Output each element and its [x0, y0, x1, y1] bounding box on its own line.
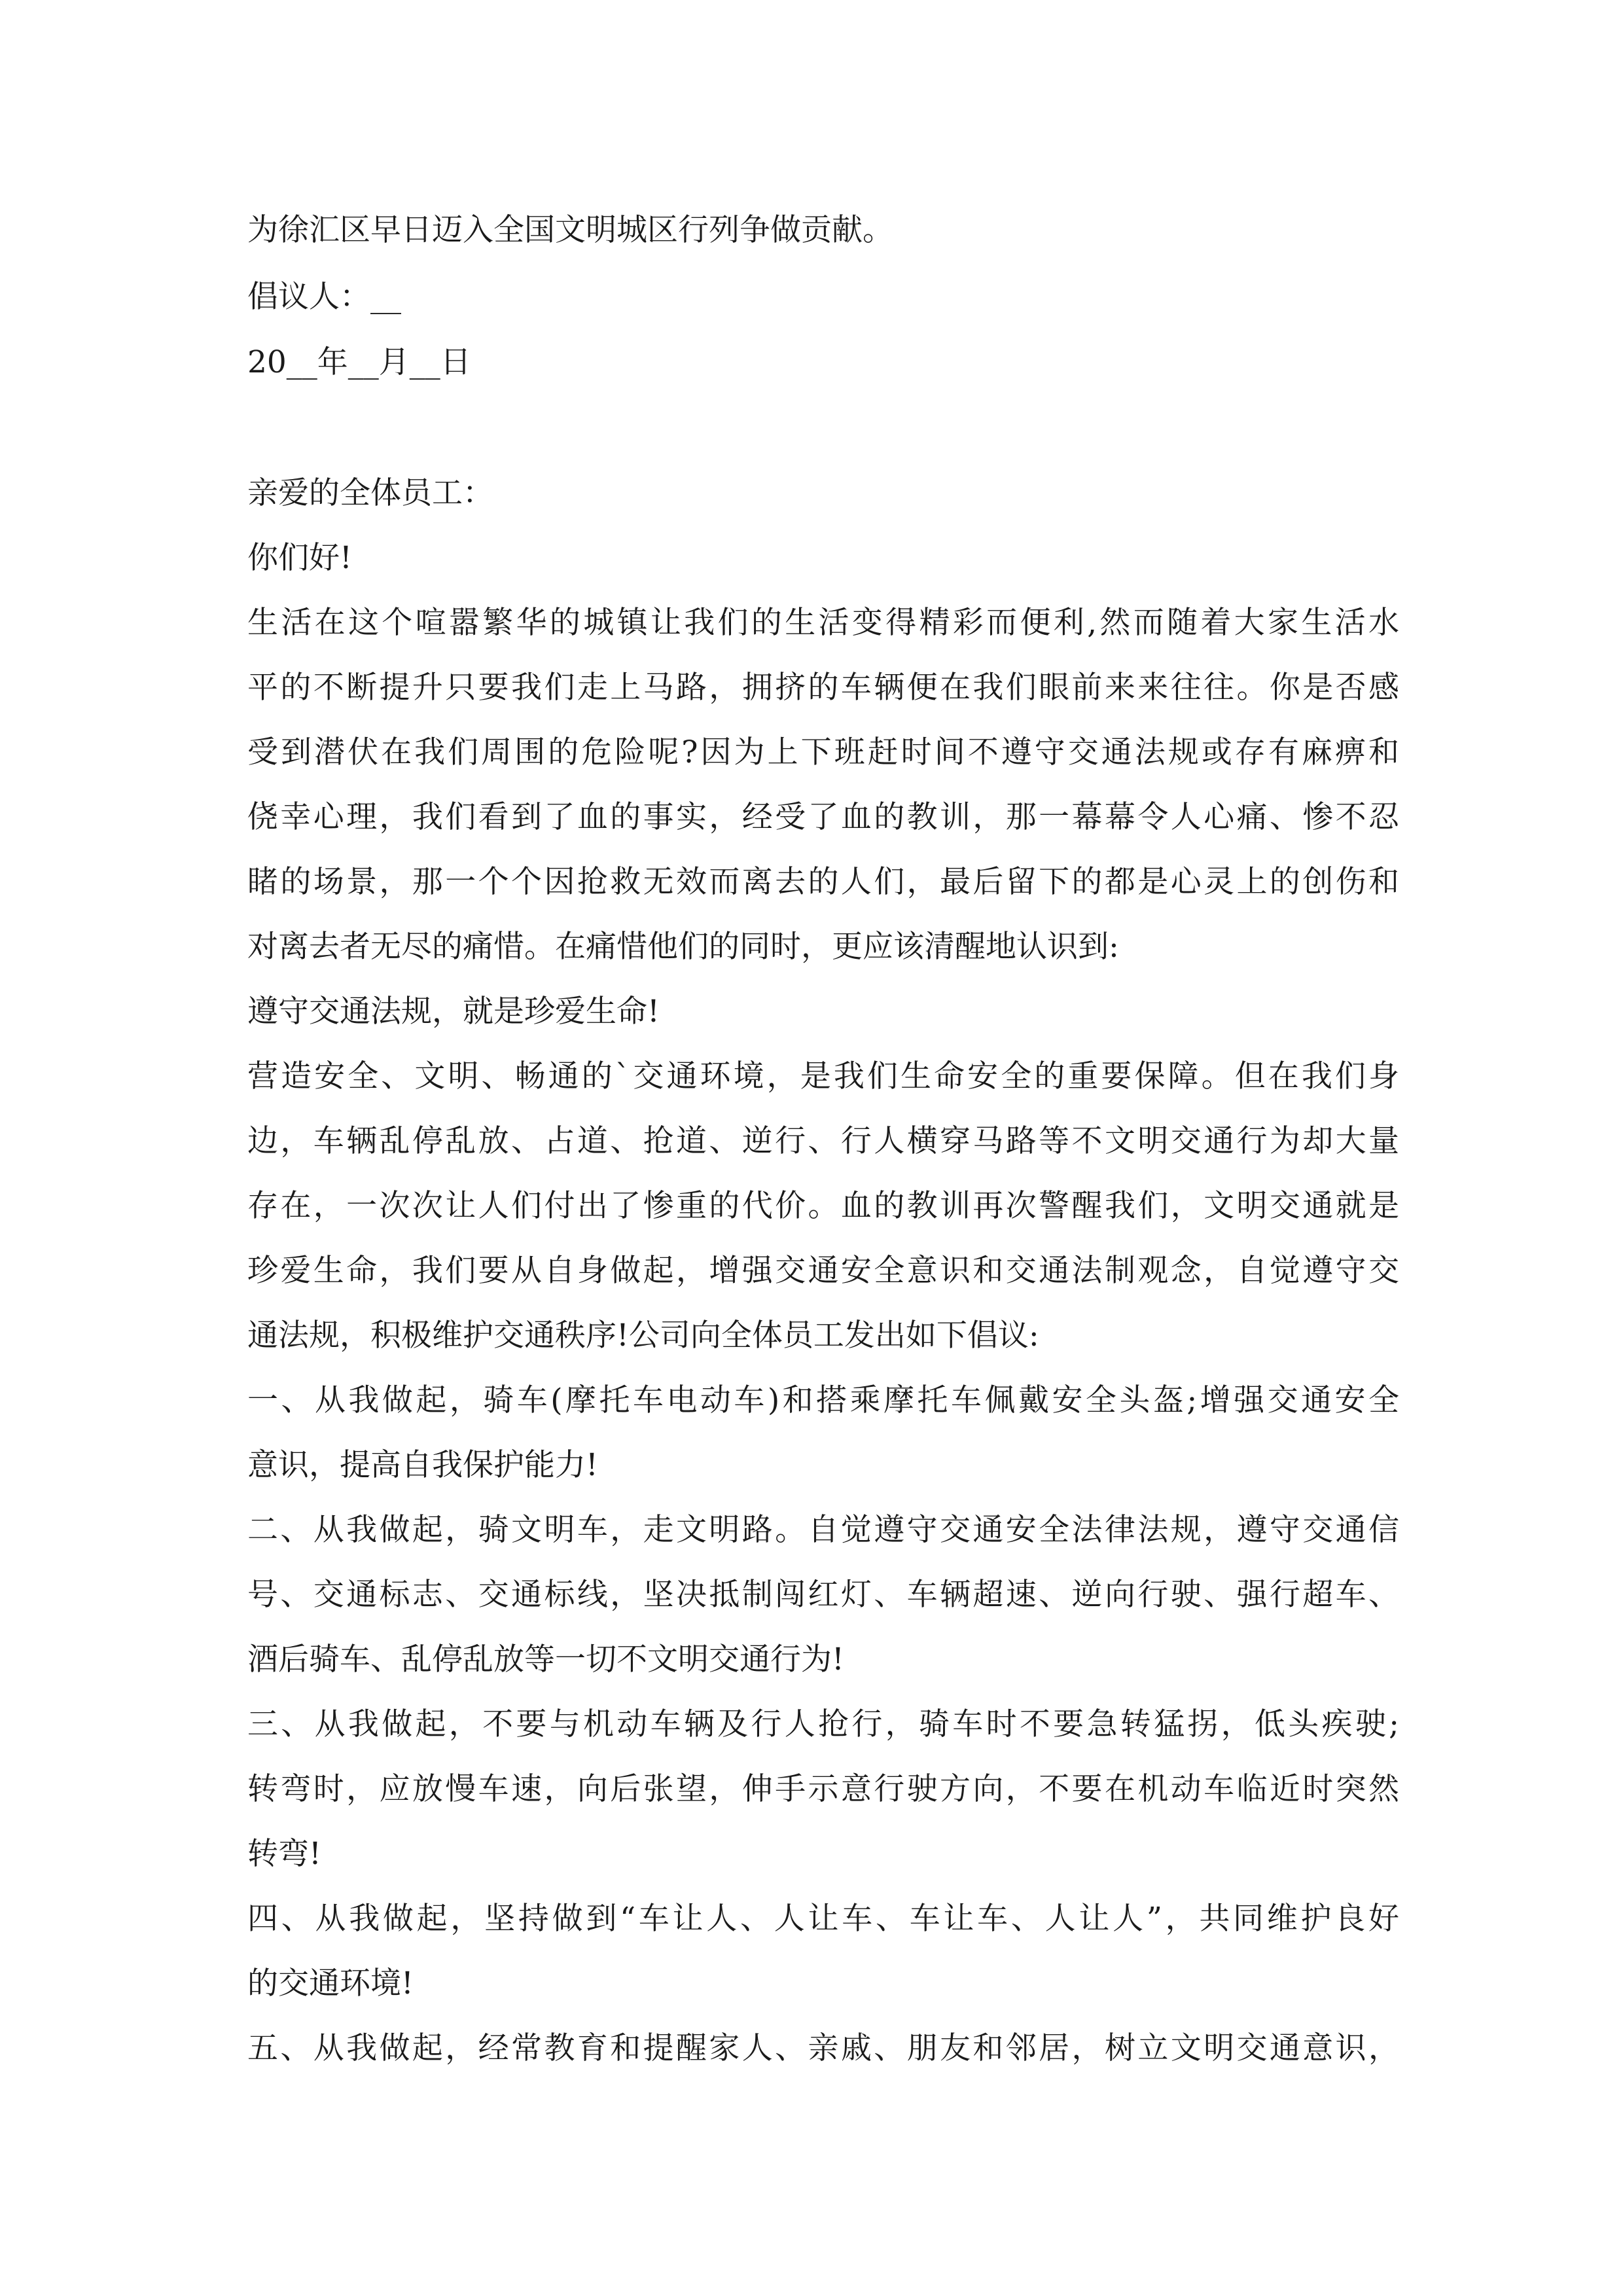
proposal-item-2-cont: 酒后骑车、乱停乱放等一切不文明交通行为!	[247, 1641, 844, 1677]
proposal-item-2-cont: 号、交通标志、交通标线，坚决抵制闯红灯、车辆超速、逆向行驶、强行超车、	[247, 1577, 1399, 1613]
paragraph-line: 平的不断提升只要我们走上马路，拥挤的车辆便在我们眼前来来往往。你是否感	[247, 670, 1399, 706]
proposal-item-2: 二、从我做起，骑文明车，走文明路。自觉遵守交通安全法律法规，遵守交通信	[247, 1512, 1399, 1548]
proposal-item-5: 五、从我做起，经常教育和提醒家人、亲戚、朋友和邻居，树立文明交通意识，	[247, 2030, 1399, 2066]
paragraph-line: 存在，一次次让人们付出了惨重的代价。血的教训再次警醒我们，文明交通就是	[247, 1188, 1399, 1224]
slogan-line: 遵守交通法规，就是珍爱生命!	[247, 994, 660, 1030]
proposal-item-1: 一、从我做起，骑车(摩托车电动车)和搭乘摩托车佩戴安全头盔;增强交通安全	[247, 1382, 1399, 1418]
proposal-item-3: 三、从我做起，不要与机动车辆及行人抢行，骑车时不要急转猛拐，低头疾驶;	[247, 1706, 1399, 1742]
paragraph-line: 睹的场景，那一个个因抢救无效而离去的人们，最后留下的都是心灵上的创伤和	[247, 864, 1399, 900]
paragraph-line: 营造安全、文明、畅通的`交通环境，是我们生命安全的重要保障。但在我们身	[247, 1058, 1399, 1094]
paragraph-line: 生活在这个喧嚣繁华的城镇让我们的生活变得精彩而便利,然而随着大家生活水	[247, 605, 1399, 641]
paragraph-line: 侥幸心理，我们看到了血的事实，经受了血的教训，那一幕幕令人心痛、惨不忍	[247, 799, 1399, 835]
date-line: 20__年__月__日	[247, 344, 471, 380]
proposal-item-1-cont: 意识，提高自我保护能力!	[247, 1447, 598, 1483]
paragraph-line: 珍爱生命，我们要从自身做起，增强交通安全意识和交通法制观念，自觉遵守交	[247, 1253, 1399, 1289]
proposal-item-4-cont: 的交通环境!	[247, 1965, 414, 2001]
paragraph-line: 对离去者无尽的痛惜。在痛惜他们的同时，更应该清醒地认识到:	[247, 929, 1119, 965]
paragraph-line: 边，车辆乱停乱放、占道、抢道、逆行、行人横穿马路等不文明交通行为却大量	[247, 1123, 1399, 1159]
salutation: 亲爱的全体员工：	[247, 475, 493, 511]
closing-line: 为徐汇区早日迈入全国文明城区行列争做贡献。	[247, 212, 893, 248]
initiator-line: 倡议人：__	[247, 279, 401, 315]
proposal-item-3-cont: 转弯!	[247, 1836, 321, 1872]
proposal-item-4: 四、从我做起，坚持做到“车让人、人让车、车让车、人让人”，共同维护良好	[247, 1901, 1399, 1937]
greeting: 你们好!	[247, 540, 352, 576]
paragraph-line: 通法规，积极维护交通秩序!公司向全体员工发出如下倡议:	[247, 1318, 1039, 1354]
proposal-item-3-cont: 转弯时，应放慢车速，向后张望，伸手示意行驶方向，不要在机动车临近时突然	[247, 1771, 1399, 1807]
paragraph-line: 受到潜伏在我们周围的危险呢?因为上下班赶时间不遵守交通法规或存有麻痹和	[247, 734, 1399, 770]
